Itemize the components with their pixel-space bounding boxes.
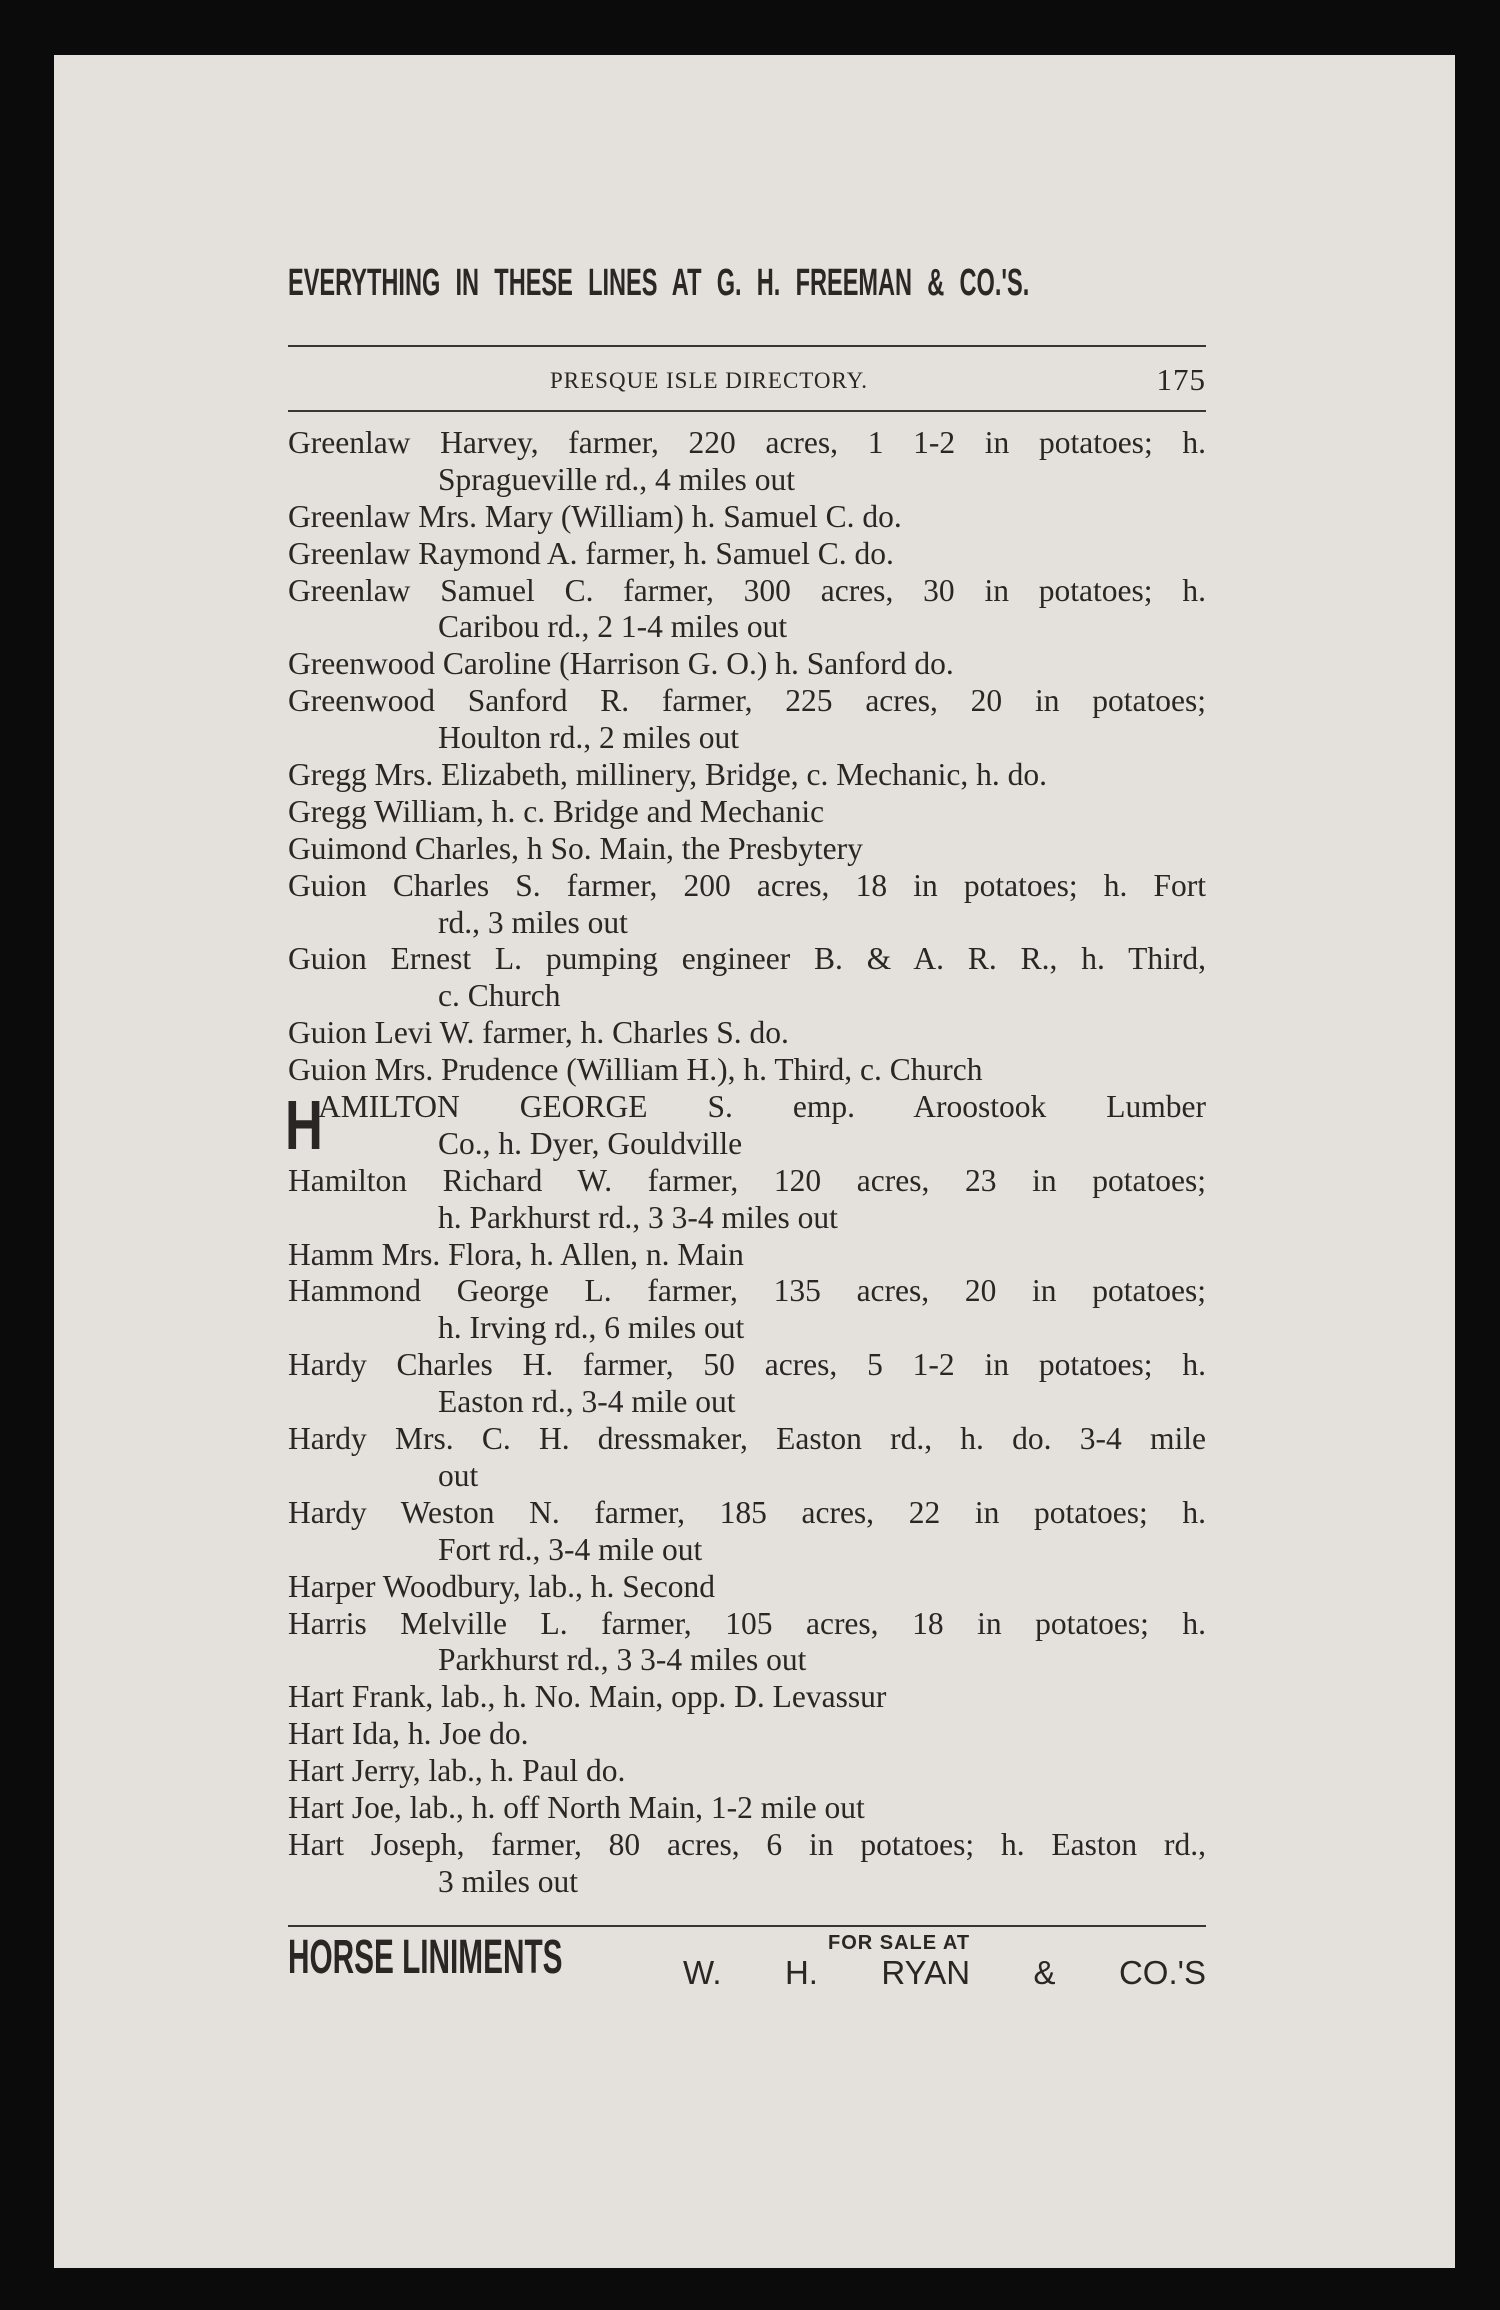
seller-part: W. [683,1954,722,1991]
directory-entry [288,573,1206,647]
drop-cap-entry [285,1086,1206,1165]
entry-line: Hamm Mrs. Flora, h. Allen, n. Main [288,1236,744,1272]
directory-entry [288,1753,1206,1790]
directory-entries [285,425,1206,1901]
entry-line: Guion Charles S. farmer, 200 acres, 18 in potatoes; h. Fort [288,867,1206,903]
entry-line: Hart Jerry, lab., h. Paul do. [288,1753,626,1789]
entry-line: Greenlaw Mrs. Mary (William) h. Samuel C. do. [288,498,902,534]
entry-line: Guion Levi W. farmer, h. Charles S. do. [288,1015,789,1051]
entry-line: Hardy Charles H. farmer, 50 acres, 5 1-2 in potatoes; h. [288,1347,1206,1383]
running-head [288,362,1206,402]
entry-line: Hart Frank, lab., h. No. Main, opp. D. Levassur [288,1679,887,1715]
directory-entry [288,536,1206,573]
seller-part: H. [784,1954,818,1991]
directory-entry [288,941,1206,1015]
entry-line: out [438,1457,479,1493]
seller-part: CO.'S [1118,1954,1206,1991]
ad-seller [683,1954,1206,1992]
entry-line: Spragueville rd., 4 miles out [438,461,795,497]
directory-entry [288,794,1206,831]
ad-for-sale: FOR SALE AT [828,1932,971,1954]
ad-headline: HORSE LINIMENTS [288,1931,563,1984]
directory-entry [288,1716,1206,1753]
directory-entry [288,757,1206,794]
page-number: 175 [1156,362,1206,397]
directory-entry [288,1347,1206,1421]
entry-line: Co., h. Dyer, Gouldville [438,1125,743,1161]
directory-entry [288,1679,1206,1716]
entry-line: Parkhurst rd., 3 3-4 miles out [438,1642,807,1678]
directory-entry [288,868,1206,942]
entry-line: Houlton rd., 2 miles out [438,720,739,756]
entry-line: Guimond Charles, h So. Main, the Presbytery [288,830,863,866]
entry-line: AMILTON GEORGE S. emp. Aroostook Lumber [318,1089,1206,1125]
directory-entry [288,1606,1206,1680]
entry-line: Harper Woodbury, lab., h. Second [288,1568,715,1604]
directory-entry [288,683,1206,757]
entry-line: Greenwood Sanford R. farmer, 225 acres, 20 in potatoes; [288,683,1206,719]
entry-line: Hamilton Richard W. farmer, 120 acres, 23 in potatoes; [288,1162,1206,1198]
entry-line: Hammond George L. farmer, 135 acres, 20 in potatoes; [288,1273,1206,1309]
directory-entry [288,1569,1206,1606]
entry-line: h. Irving rd., 6 miles out [438,1310,745,1346]
divider [288,345,1206,347]
entry-line: Fort rd., 3-4 mile out [438,1531,703,1567]
directory-entry [288,1052,1206,1089]
directory-entry [288,1015,1206,1052]
entry-line: Gregg William, h. c. Bridge and Mechanic [288,793,825,829]
entry-line: c. Church [438,978,561,1014]
directory-entry [288,1827,1206,1901]
entry-line: Hardy Mrs. C. H. dressmaker, Easton rd., h. do. 3-4 mile [288,1421,1206,1457]
directory-entry [288,1495,1206,1569]
entry-line: Hart Ida, h. Joe do. [288,1716,529,1752]
bottom-advertisement [288,1930,1206,2010]
directory-entry [288,646,1206,683]
entry-line: Guion Ernest L. pumping engineer B. & A. R. R., h. Third, [288,941,1206,977]
running-title: PRESQUE ISLE DIRECTORY. [550,368,869,393]
divider [288,410,1206,412]
entry-line: Caribou rd., 2 1-4 miles out [438,609,788,645]
directory-entry [288,1237,1206,1274]
directory-entry [288,1273,1206,1347]
entry-line: Hart Joseph, farmer, 80 acres, 6 in potatoes; h. Easton rd., [288,1826,1206,1862]
entry-line: Easton rd., 3-4 mile out [438,1384,736,1420]
seller-part: RYAN [881,1954,971,1991]
entry-line: Gregg Mrs. Elizabeth, millinery, Bridge, c. Mechanic, h. do. [288,757,1047,793]
entry-line: h. Parkhurst rd., 3 3-4 miles out [438,1199,838,1235]
entry-line: Greenlaw Raymond A. farmer, h. Samuel C. do. [288,535,894,571]
entry-line: rd., 3 miles out [438,904,628,940]
entry-line: 3 miles out [438,1863,578,1899]
entry-line: Greenlaw Samuel C. farmer, 300 acres, 30 in potatoes; h. [288,572,1206,608]
drop-cap: H [285,1086,323,1165]
entry-line: Harris Melville L. farmer, 105 acres, 18 in potatoes; h. [288,1605,1206,1641]
directory-entry [288,831,1206,868]
directory-entry [288,1790,1206,1827]
directory-entry [288,425,1206,499]
entry-line: Greenwood Caroline (Harrison G. O.) h. Sanford do. [288,646,954,682]
top-advertisement: EVERYTHING IN THESE LINES AT G. H. FREEMAN & CO.'S. [288,262,1030,304]
entry-line: Hart Joe, lab., h. off North Main, 1-2 mile out [288,1789,865,1825]
seller-part: & [1033,1954,1056,1991]
directory-entry [288,1421,1206,1495]
directory-entry [288,499,1206,536]
entry-line: Guion Mrs. Prudence (William H.), h. Third, c. Church [288,1052,983,1088]
divider [288,1925,1206,1927]
entry-line: Greenlaw Harvey, farmer, 220 acres, 1 1-2 in potatoes; h. [288,425,1206,460]
entry-line: Hardy Weston N. farmer, 185 acres, 22 in potatoes; h. [288,1494,1206,1530]
directory-entry [288,1163,1206,1237]
